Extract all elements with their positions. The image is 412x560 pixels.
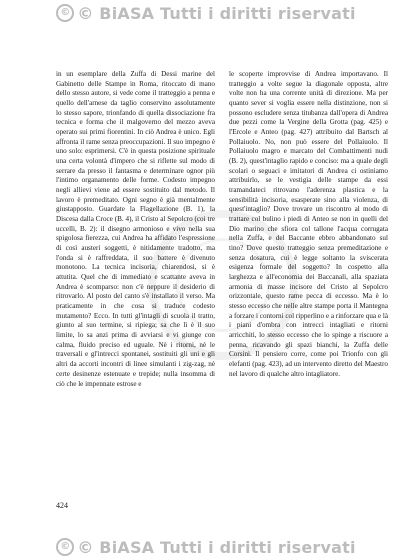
copyright-icon: © — [56, 538, 74, 556]
text-column-right — [229, 70, 388, 380]
page-number: 424 — [56, 501, 68, 510]
copyright-watermark-top — [0, 2, 412, 24]
copyright-icon: © — [56, 4, 74, 22]
paragraph-left: in un esemplare della Zuffa di Dessi marine del Gabinetto delle Stampe in Roma, ritoccato di mano dello stesso autore, si vede come il tratteggio a penna e quello dell'arnese da taglio conservino assolutamente lo stesso sapore, trionfando di quella dissociazione fra tecnica e forma che il malgoverno del mezzo aveva operato sui primi fiorentini. In ciò Andrea è unico. Egli affronta il rame senza preoccupazioni. Il suo impegno è uno solo: esprimersi. C'è in questa posizione spirituale una certa volontà d'impero che si riflette sul modo di serrare da presso il fantasma e determinare ognor più l'intimo organamento delle forme. Codesto impegno negli allievi viene ad essere sostituito dal metodo. Il lavoro è premeditato. Ogni segno è già mentalmente giustapposto. Guardate la Flagellazione (B. 1), la Discesa dalla Croce (B. 4), il Cristo al Sepolcro (coi tre uccelli, B. 2): il disegno armonioso e vivo nella sua spigolosa fierezza, cui Andrea ha affidato l'espressione di così austeri soggetti, è nitidamente tradotto, ma l'onda si è raffreddata, il suo battere è divenuto monotono. La tecnica incisoria, chiarendosi, si è attutita. Quel che di immediato e scattante aveva in Andrea è scomparso: non c'è neppure il desiderio di ritrovarlo. Al posto del canto s'è installato il verso. Ma praticamente in che cosa si traduce codesto mutamento? Ecco. In tutti gl'intagli di scuola il tratto, giunto al suo termine, si ripiega; sa che lì è il suo limite, lo sa anzi prima di avviarsi e vi giunge con calma, fluido preciso ed uguale. Nè i ritorni, nè le traversali e gl'intrecci spontanei, sostituiti gli uni e gli altri da accorti incontri di linee simulanti i zig-zag, nè certe desinenze estenuate e trepide; nulla insomma di ciò che le impennate estrose e — [56, 70, 215, 388]
paragraph-right: le scoperte improvvise di Andrea importavano. Il tratteggio a volte segue la diagonale opposta, altre volte non ha una corrente unità di direzione. Ma per quanto sever si voglia essere nella distinzione, non si possono escludere senza titubanza dall'opera di Andrea due pezzi come la Vergine della Grotta (pag. 425) e l'Ercole e Anteo (pag. 427) attribuito dal Bartsch al Pollaiuolo. No, non può essere del Pollaiuolo. Il Pollaiuolo magro e marcato del Combattimenti nudi (B. 2), quest'intaglio rapido e conciso: ma a quale degli scolari o seguaci e imitatori di Andrea ci ostiniamo attribuirlo, se le vestigia delle stampe da essi tramandateci ritrovano l'aderenza plastica e la sensibilità incisoria, esasperate sino alla violenza, di quest'intaglio? Dove trovare un riscontro al modo di trattare col bulino i piedi di Anteo se non in quelli del Dio marino che sfiora col tallone l'acqua corrugata nella Zuffa, e del Baccante ebbro abbandonato sul tino? Dove questo tratteggio senza premeditazione e senza dosatura, cui è legge soltanto la svisceratа esigenza formale del soggetto? In cospetto alla larghezza e all'economia dei Baccanali, alla spaziata armonia di masse incisore del Cristo al Sepolcro orizzontale, questo rame pecca di eccesso. Ma è lo stesso eccesso che nelle altre stampe porta il Mantegna a forzare i contorni col ripperlino e a rinforzare qua e là i piani d'ombra con intrecci intagliati e ritorni arricchiti, lo stesso eccesso che lo spinge a riscuore a penna, ricavando gli spazi bianchi, la Zuffa delle Corsini. Il pensiero corre, come poi Trionfo con gli elefanti (pag. 423), ad un intervento diretto del Maestro nel lavoro di qualche altro intagliatore. — [229, 70, 388, 378]
watermark-text: © BiASA Tutti i diritti riservati — [77, 3, 356, 23]
copyright-watermark-bottom — [0, 536, 412, 558]
watermark-text: © BiASA Tutti i diritti riservati — [77, 537, 356, 557]
text-column-left — [56, 70, 215, 389]
